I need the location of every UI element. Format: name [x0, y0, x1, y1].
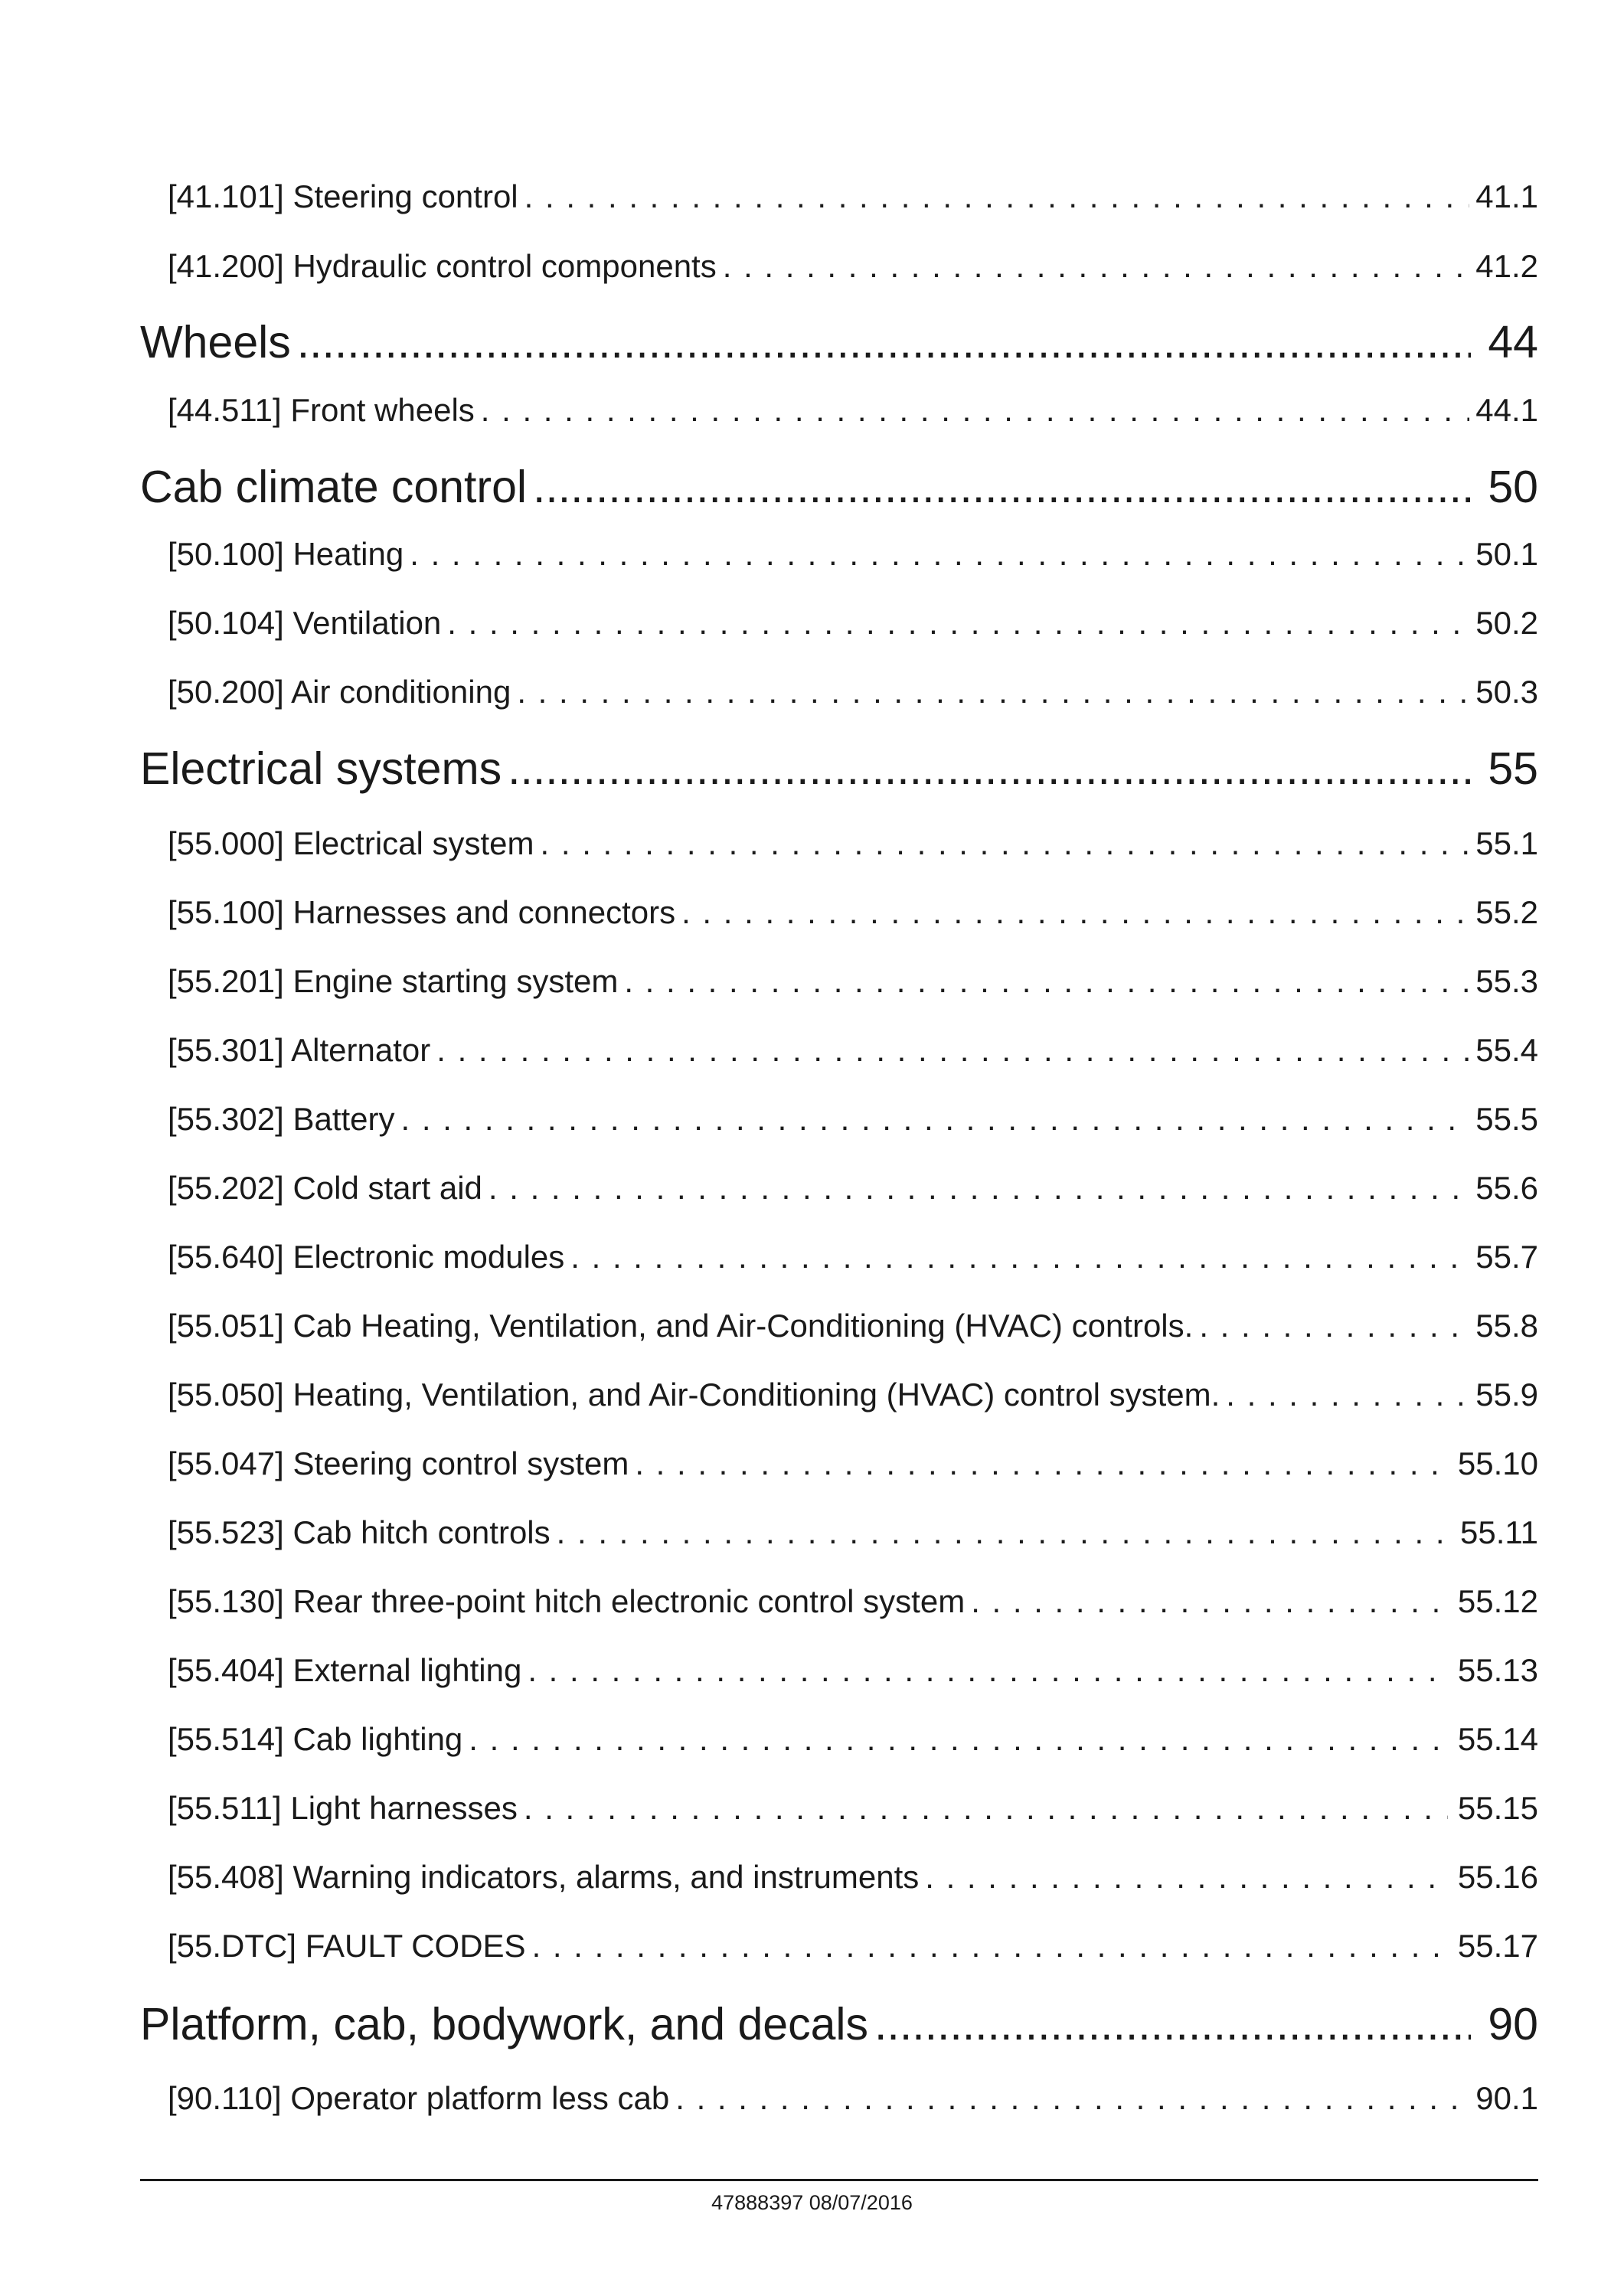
dot-leader: [528, 1652, 1448, 1689]
toc-entry-title: [41.200] Hydraulic control components: [168, 248, 717, 284]
toc-section-page: 50: [1488, 462, 1538, 512]
dot-leader: [532, 1928, 1448, 1965]
toc-entry[interactable]: [168, 1928, 1538, 1965]
toc-entry-title: [55.408] Warning indicators, alarms, and instruments: [168, 1859, 920, 1895]
toc-entry[interactable]: [168, 1859, 1538, 1896]
toc-entry-title: [44.511] Front wheels: [168, 392, 475, 428]
toc-entry-page: 55.17: [1457, 1928, 1538, 1964]
toc-entry-page: 55.13: [1457, 1652, 1538, 1688]
dot-leader: [675, 2080, 1469, 2117]
toc-entry-title: [55.201] Engine starting system: [168, 963, 619, 999]
footer-doc-id: 47888397 08/07/2016: [711, 2191, 913, 2214]
dot-leader: [489, 1170, 1469, 1207]
toc-section[interactable]: [140, 316, 1538, 368]
toc-entry[interactable]: [168, 178, 1538, 215]
toc-entry-title: [50.104] Ventilation: [168, 605, 442, 641]
toc-entry[interactable]: [168, 825, 1538, 862]
toc-section-page: 44: [1488, 317, 1538, 367]
toc-entry[interactable]: [168, 1170, 1538, 1207]
toc-entry[interactable]: [168, 1101, 1538, 1138]
dot-leader: [1226, 1377, 1469, 1413]
toc-entry[interactable]: [168, 248, 1538, 285]
dot-leader: [681, 894, 1469, 931]
toc-entry-title: [41.101] Steering control: [168, 178, 518, 214]
dot-leader: [925, 1859, 1448, 1896]
toc-entry-title: [55.000] Electrical system: [168, 825, 534, 861]
dot-leader: [401, 1101, 1470, 1138]
toc-entry[interactable]: [168, 1652, 1538, 1689]
toc-entry-page: 41.1: [1475, 178, 1538, 214]
toc-entry-title: [55.047] Steering control system: [168, 1445, 629, 1481]
toc-entry-page: 50.2: [1475, 605, 1538, 641]
dot-leader: [971, 1583, 1448, 1620]
toc-entry-page: 55.8: [1475, 1308, 1538, 1344]
toc-entry-page: 55.15: [1457, 1790, 1538, 1826]
toc-entry-page: 55.12: [1457, 1583, 1538, 1619]
toc-entry-title: [55.514] Cab lighting: [168, 1721, 463, 1757]
toc-entry-title: [55.523] Cab hitch controls: [168, 1514, 551, 1550]
toc-entry[interactable]: [168, 963, 1538, 1000]
toc-entry[interactable]: [168, 1583, 1538, 1620]
toc-entry-page: 55.9: [1475, 1377, 1538, 1413]
toc-entry[interactable]: [168, 1445, 1538, 1482]
dot-leader: [570, 1239, 1469, 1275]
toc-entry-title: [55.640] Electronic modules: [168, 1239, 565, 1275]
dot-leader: [481, 392, 1469, 429]
toc-entry[interactable]: [168, 605, 1538, 642]
toc-entry-page: 55.3: [1475, 963, 1538, 999]
toc-entry-title: [50.100] Heating: [168, 536, 404, 572]
toc-entry[interactable]: [168, 894, 1538, 931]
toc-section-page: 90: [1488, 1999, 1538, 2049]
toc-entry-title: [55.DTC] FAULT CODES: [168, 1928, 526, 1964]
toc-entry[interactable]: [168, 1239, 1538, 1275]
toc-entry-title: [55.302] Battery: [168, 1101, 395, 1137]
dot-leader: [410, 536, 1469, 573]
toc-entry-page: 50.1: [1475, 536, 1538, 572]
toc-entry-title: [90.110] Operator platform less cab: [168, 2080, 670, 2116]
toc-entry-page: 55.5: [1475, 1101, 1538, 1137]
toc-section-title: Wheels: [140, 317, 291, 367]
toc-entry[interactable]: [168, 1377, 1538, 1413]
toc-entry-page: 55.11: [1460, 1514, 1538, 1550]
toc-entry-page: 44.1: [1475, 392, 1538, 428]
toc-entry-page: 55.16: [1457, 1859, 1538, 1895]
toc-entry-page: 55.6: [1475, 1170, 1538, 1206]
toc-entry[interactable]: [168, 1514, 1538, 1551]
dot-leader: [533, 461, 1471, 513]
toc-entry[interactable]: [168, 2080, 1538, 2117]
toc-section-page: 55: [1488, 743, 1538, 794]
toc-entry-page: 55.2: [1475, 894, 1538, 930]
dot-leader: [524, 178, 1470, 215]
toc-entry-page: 90.1: [1475, 2080, 1538, 2116]
dot-leader: [1199, 1308, 1469, 1344]
toc-entry-title: [55.051] Cab Heating, Ventilation, and Air-Conditioning (HVAC) controls.: [168, 1308, 1194, 1344]
toc-section-title: Cab climate control: [140, 462, 527, 512]
dot-leader: [517, 674, 1469, 710]
dot-leader: [524, 1790, 1448, 1827]
toc-section-title: Platform, cab, bodywork, and decals: [140, 1999, 869, 2049]
dot-leader: [297, 316, 1471, 368]
toc-entry[interactable]: [168, 536, 1538, 573]
dot-leader: [723, 248, 1470, 285]
toc-entry-page: 55.1: [1475, 825, 1538, 861]
dot-leader: [635, 1445, 1448, 1482]
toc-entry-page: 50.3: [1475, 674, 1538, 710]
dot-leader: [508, 743, 1471, 795]
toc-section[interactable]: [140, 1998, 1538, 2050]
toc-section-title: Electrical systems: [140, 743, 502, 794]
toc-entry-title: [55.100] Harnesses and connectors: [168, 894, 676, 930]
dot-leader: [624, 963, 1469, 1000]
dot-leader: [436, 1032, 1469, 1069]
toc-entry[interactable]: [168, 674, 1538, 710]
toc-entry-page: 55.10: [1457, 1445, 1538, 1481]
toc-entry-page: 55.7: [1475, 1239, 1538, 1275]
toc-entry-title: [55.202] Cold start aid: [168, 1170, 482, 1206]
toc-entry-title: [55.130] Rear three-point hitch electronic control system: [168, 1583, 966, 1619]
toc-entry-title: [50.200] Air conditioning: [168, 674, 511, 710]
toc-section[interactable]: [140, 743, 1538, 795]
toc-entry-title: [55.404] External lighting: [168, 1652, 522, 1688]
toc-entry[interactable]: [168, 1308, 1538, 1344]
toc-entry-page: 55.4: [1475, 1032, 1538, 1068]
footer-rule: [140, 2179, 1538, 2181]
toc-section[interactable]: [140, 461, 1538, 513]
toc-entry-page: 55.14: [1457, 1721, 1538, 1757]
dot-leader: [874, 1998, 1471, 2050]
dot-leader: [541, 825, 1470, 862]
toc-entry-title: [55.301] Alternator: [168, 1032, 431, 1068]
dot-leader: [469, 1721, 1448, 1758]
dot-leader: [447, 605, 1469, 642]
dot-leader: [557, 1514, 1448, 1551]
toc-entry[interactable]: [168, 1790, 1538, 1827]
toc-entry-title: [55.050] Heating, Ventilation, and Air-Conditioning (HVAC) control system.: [168, 1377, 1220, 1413]
toc-entry[interactable]: [168, 392, 1538, 429]
toc-entry[interactable]: [168, 1721, 1538, 1758]
toc-entry-page: 41.2: [1475, 248, 1538, 284]
toc-entry-title: [55.511] Light harnesses: [168, 1790, 518, 1826]
toc-entry[interactable]: [168, 1032, 1538, 1069]
